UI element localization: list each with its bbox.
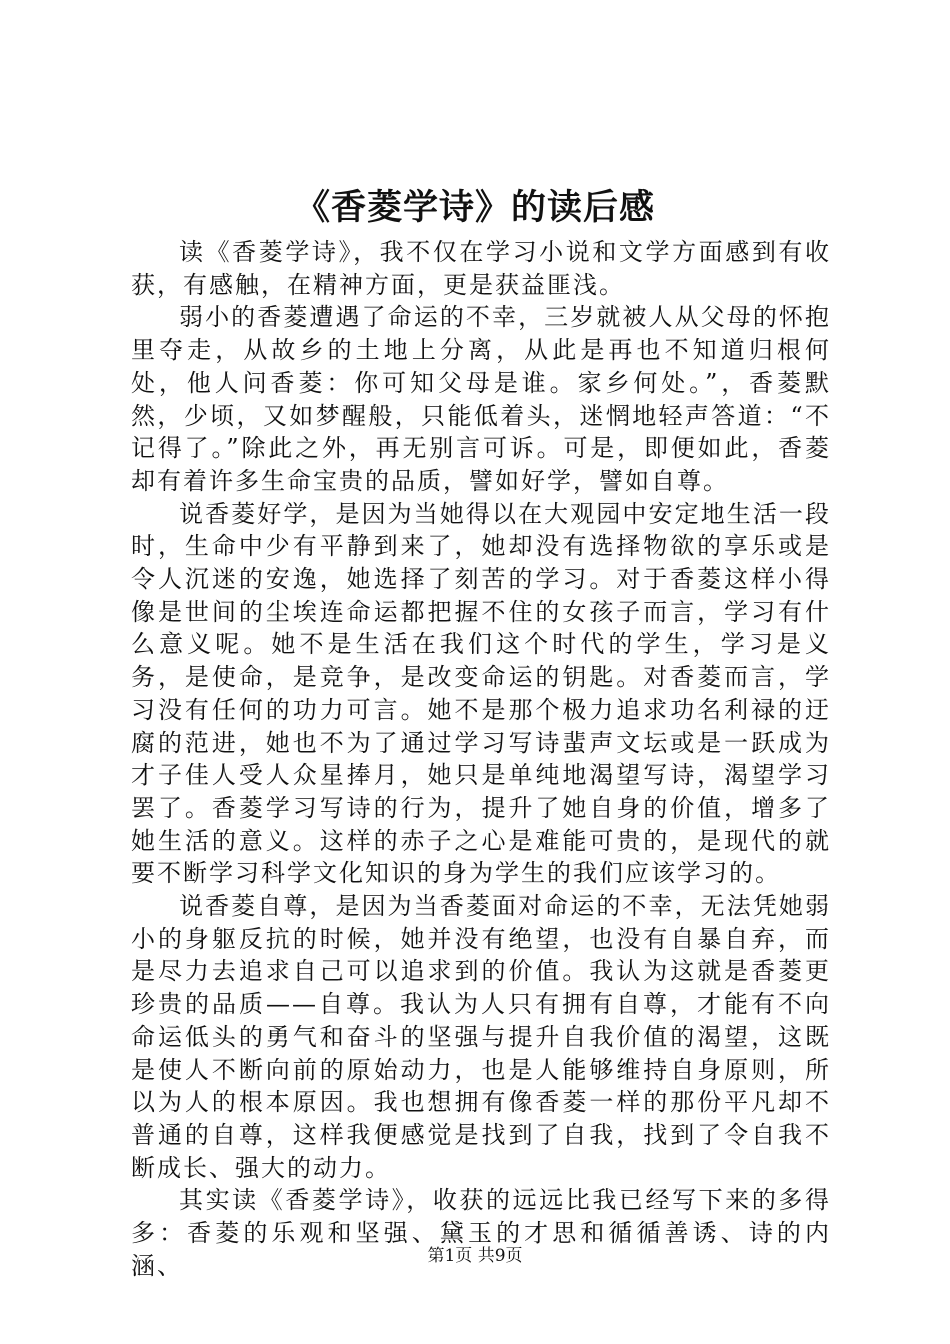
document-title: 《香菱学诗》的读后感 bbox=[294, 187, 655, 228]
page-number-footer: 第1页 共9页 bbox=[427, 1246, 523, 1266]
paragraph-2: 弱小的香菱遭遇了命运的不幸，三岁就被人从父母的怀抱里夺走，从故乡的土地上分离，从此是再也不知道归根何处，他人问香菱：你可知父母是谁。家乡何处。”，香菱默然，少顷，又如梦醒般，只能低着头，迷惘地轻声答道：“不记得了。”除此之外，再无别言可诉。可是，即便如此，香菱却有着许多生命宝贵的品质，譬如好学，譬如自尊。 bbox=[131, 303, 831, 495]
document-body bbox=[131, 236, 831, 1283]
paragraph-1: 读《香菱学诗》，我不仅在学习小说和文学方面感到有收获，有感触，在精神方面，更是获益匪浅。 bbox=[131, 238, 831, 299]
paragraph-3: 说香菱好学，是因为当她得以在大观园中安定地生活一段时，生命中少有平静到来了，她却没有选择物欲的享乐或是令人沉迷的安逸，她选择了刻苦的学习。对于香菱这样小得像是世间的尘埃连命运都把握不住的女孩子而言，学习有什么意义呢。她不是生活在我们这个时代的学生，学习是义务，是使命，是竞争，是改变命运的钥匙。对香菱而言，学习没有任何的功力可言。她不是那个极力追求功名利禄的迂腐的范进，她也不为了通过学习写诗蜚声文坛或是一跃成为才子佳人受人众星捧月，她只是单纯地渴望写诗，渴望学习罢了。香菱学习写诗的行为，提升了她自身的价值，增多了她生活的意义。这样的赤子之心是难能可贵的，是现代的就要不断学习科学文化知识的身为学生的我们应该学习的。 bbox=[131, 499, 831, 888]
paragraph-4: 说香菱自尊，是因为当香菱面对命运的不幸，无法凭她弱小的身躯反抗的时候，她并没有绝望，也没有自暴自弃，而是尽力去追求自己可以追求到的价值。我认为这就是香菱更珍贵的品质——自尊。我认为人只有拥有自尊，才能有不向命运低头的勇气和奋斗的坚强与提升自我价值的渴望，这既是使人不断向前的原始动力，也是人能够维持自身原则，所以为人的根本原因。我也想拥有像香菱一样的那份平凡却不普通的自尊，这样我便感觉是找到了自我，找到了令自我不断成长、强大的动力。 bbox=[131, 892, 831, 1182]
paragraph-5: 其实读《香菱学诗》，收获的远远比我已经写下来的多得多：香菱的乐观和坚强、黛玉的才思和循循善诱、诗的内涵、 bbox=[131, 1186, 831, 1280]
